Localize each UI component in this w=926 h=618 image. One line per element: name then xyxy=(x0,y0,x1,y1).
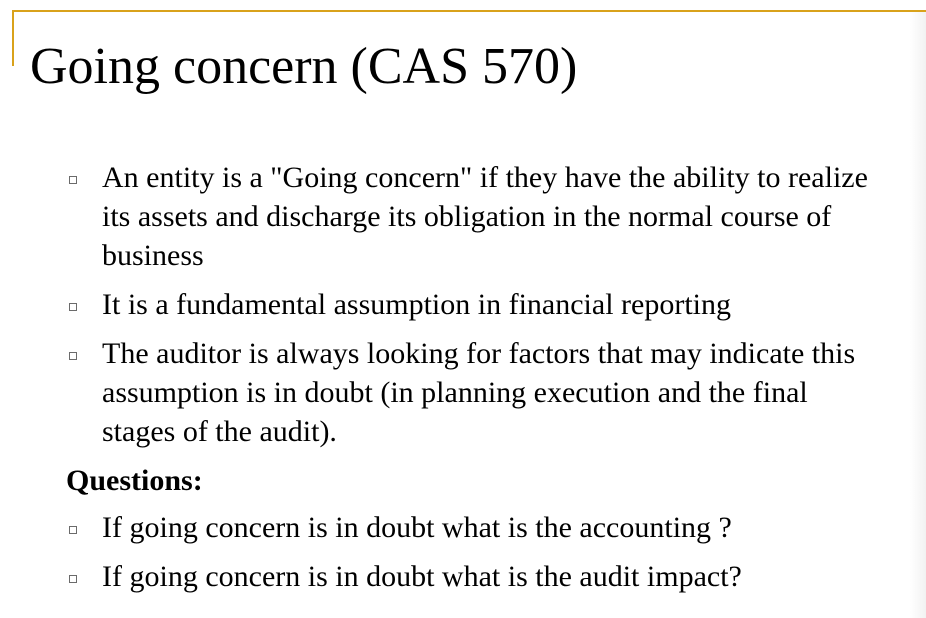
square-bullet-icon xyxy=(69,303,77,311)
question-text: If going concern is in doubt what is the accounting ? xyxy=(102,511,732,544)
bullet-text: It is a fundamental assumption in financial reporting xyxy=(102,288,732,321)
square-bullet-icon xyxy=(69,526,77,534)
bullet-item xyxy=(66,285,886,324)
slide-body xyxy=(66,158,886,606)
right-edge-shadow xyxy=(910,12,926,618)
questions-heading: Questions: xyxy=(66,464,203,497)
bullet-item xyxy=(66,158,886,275)
left-accent-rule xyxy=(12,10,14,66)
question-item xyxy=(66,508,886,547)
square-bullet-icon xyxy=(69,176,77,184)
question-text: If going concern is in doubt what is the audit impact? xyxy=(102,560,742,593)
bullet-text: An entity is a "Going concern" if they have the ability to realize its assets and discharge its obligation in the normal course of business xyxy=(102,161,868,272)
square-bullet-icon xyxy=(69,575,77,583)
slide-title: Going concern (CAS 570) xyxy=(30,38,578,95)
bullet-item xyxy=(66,334,886,451)
top-accent-rule xyxy=(12,10,926,12)
question-item xyxy=(66,557,886,596)
bullet-text: The auditor is always looking for factors that may indicate this assumption is in doubt (in planning execution and the final stages of the audit). xyxy=(102,337,856,448)
square-bullet-icon xyxy=(69,352,77,360)
